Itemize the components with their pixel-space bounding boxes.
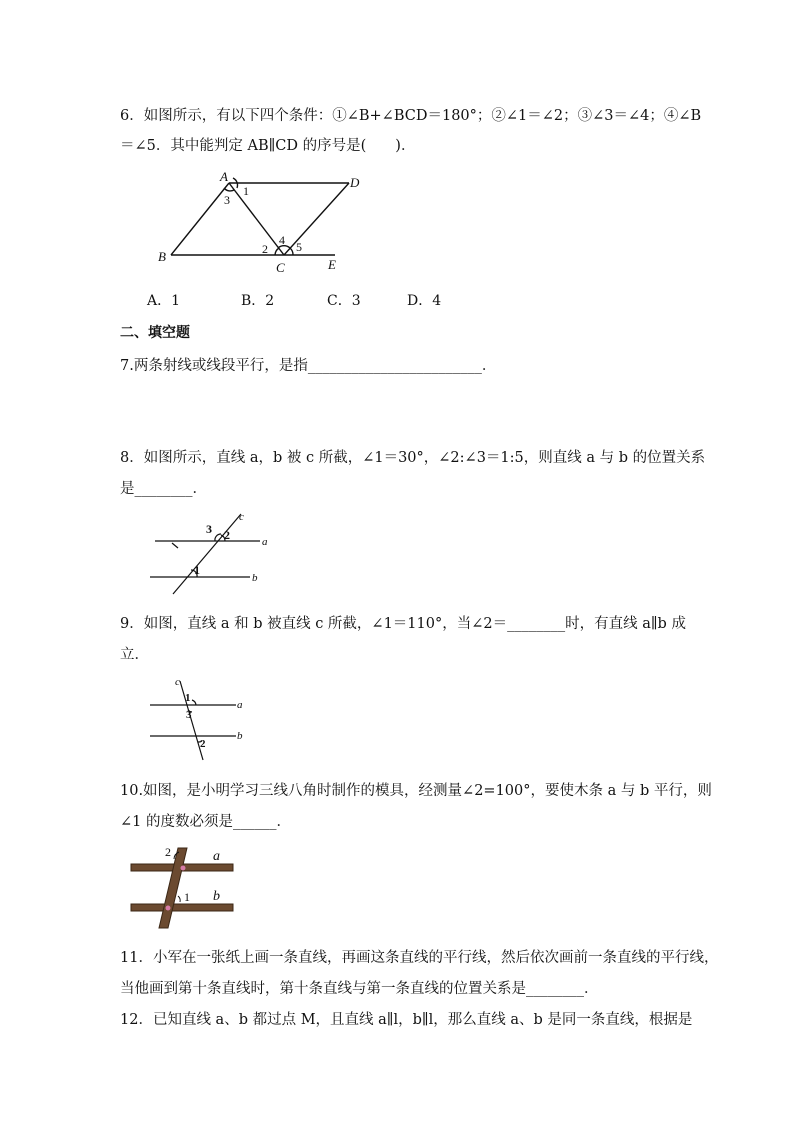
q10-wood-strip-b (131, 904, 233, 911)
q6-parallelogram-figure (150, 166, 380, 278)
q8-transversal-figure (145, 508, 275, 596)
section-title-fill-in: 二、填空题 (120, 325, 190, 341)
q9-label-c: c (175, 676, 180, 688)
q9-text-line1: 9．如图，直线 a 和 b 被直线 c 所截，∠1＝110°，当∠2＝________时，有直线 a∥b 成 (120, 616, 686, 632)
q10-text-line2: ∠1 的度数必须是______． (120, 814, 291, 830)
q6-angle-label-4: 4 (279, 233, 285, 247)
q6-angle-label-1: 1 (243, 184, 249, 198)
q9-angle-arc-1 (192, 700, 196, 705)
q6-angle-label-3: 3 (224, 193, 230, 207)
q6-text-line1: 6．如图所示，有以下四个条件：①∠B+∠BCD＝180°；②∠1＝∠2；③∠3＝∠4；④∠B (120, 108, 702, 124)
q10-label-b: b (213, 889, 220, 904)
q8-angle-label-3: 3 (206, 522, 212, 536)
q8-label-c: c (239, 511, 244, 523)
q8-tick-mark (172, 543, 178, 548)
q8-text-line2: 是________． (120, 481, 207, 497)
q8-angle-label-1: 1 (194, 563, 200, 577)
q10-angle-label-2: 2 (165, 845, 171, 859)
q6-segment-ac (229, 183, 284, 255)
q8-angle-label-2: 2 (224, 528, 230, 542)
q10-text-line1: 10.如图，是小明学习三线八角时制作的模具，经测量∠2=100°，要使木条 a 与 b 平行，则 (120, 783, 712, 799)
q6-label-c: C (276, 260, 285, 275)
q10-label-a: a (213, 849, 220, 864)
q10-wooden-model-figure (125, 838, 240, 930)
q6-angle-label-5: 5 (296, 240, 302, 254)
q6-label-e: E (328, 257, 336, 272)
q9-transversal-figure (140, 674, 255, 764)
q6-angle-arc-2 (275, 248, 279, 255)
q9-label-a: a (237, 699, 243, 711)
q10-angle-label-1: 1 (184, 890, 190, 904)
q8-label-b: b (252, 572, 258, 584)
q6-option-d: D．4 (407, 293, 442, 309)
q7-text: 7.两条射线或线段平行，是指________________________． (120, 358, 497, 374)
q10-wood-strip-transversal (159, 848, 187, 928)
q11-text-line2: 当他画到第十条直线时，第十条直线与第一条直线的位置关系是________． (120, 981, 599, 997)
q6-segment-ab (171, 183, 229, 255)
q9-label-b: b (237, 730, 243, 742)
q6-option-c: C．3 (327, 293, 361, 309)
q8-angle-arc-3 (215, 534, 221, 541)
q11-text-line1: 11．小军在一张纸上画一条直线，再画这条直线的平行线，然后依次画前一条直线的平行线， (120, 950, 719, 966)
q6-angle-arc-5 (290, 248, 293, 255)
q12-text-line1: 12．已知直线 a、b 都过点 M，且直线 a∥l，b∥l，那么直线 a、b 是同一条直线，根据是 (120, 1012, 693, 1028)
q10-angle-arc-1 (178, 896, 180, 902)
q9-angle-label-2: 2 (200, 738, 206, 750)
q6-label-b: B (158, 249, 166, 264)
q6-option-a: A．1 (147, 293, 181, 309)
q6-angle-label-2: 2 (262, 242, 268, 256)
q6-label-a: A (220, 169, 228, 184)
q9-angle-label-3: 3 (186, 709, 192, 721)
q9-text-line2: 立． (120, 647, 149, 663)
q6-text-line2: ＝∠5．其中能判定 AB∥CD 的序号是( )． (120, 138, 416, 154)
q9-angle-label-1: 1 (185, 692, 191, 704)
q6-label-d: D (350, 175, 360, 190)
q6-option-b: B．2 (241, 293, 275, 309)
q8-label-a: a (262, 536, 268, 548)
q10-pin-bottom (166, 906, 171, 911)
q6-segment-cd (284, 183, 349, 255)
q8-text-line1: 8．如图所示，直线 a，b 被 c 所截，∠1＝30°，∠2:∠3＝1:5，则直线 a 与 b 的位置关系 (120, 450, 706, 466)
q10-pin-top (181, 866, 186, 871)
